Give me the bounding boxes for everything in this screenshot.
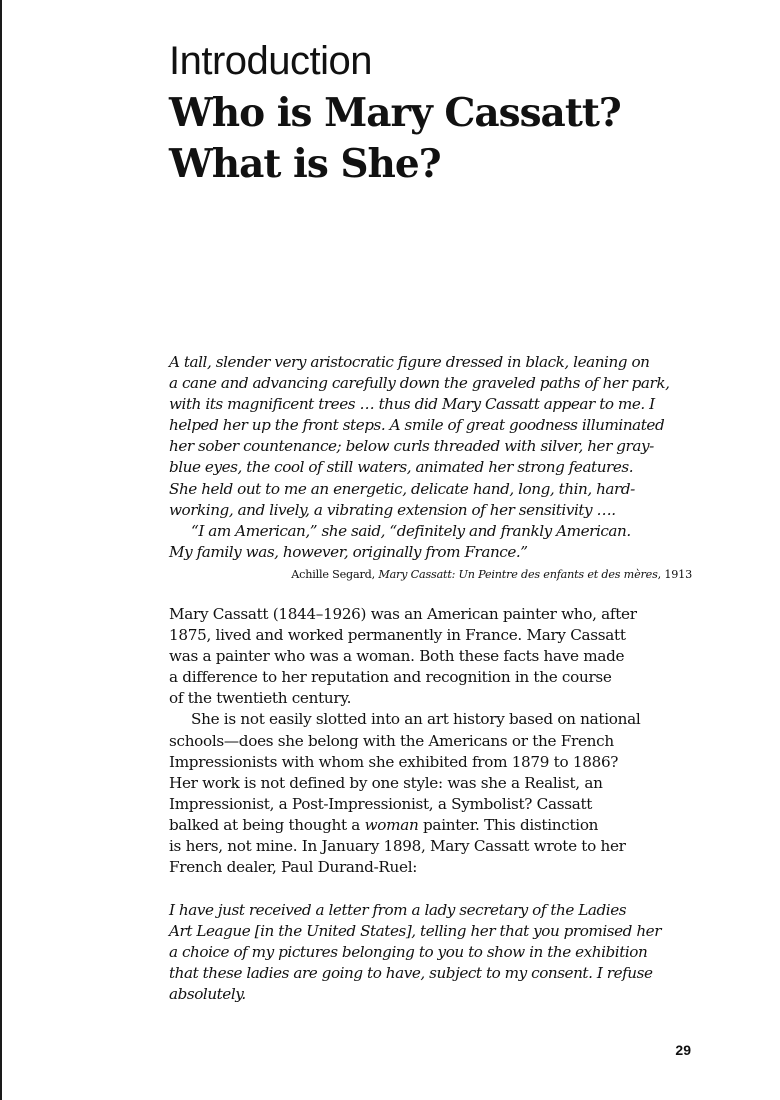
chapter-title (169, 88, 621, 190)
epigraph-line: blue eyes, the cool of still waters, animated her strong features. (169, 458, 634, 477)
epigraph-line: helped her up the front steps. A smile of great goodness illuminated (169, 416, 665, 435)
block-quote (169, 900, 729, 1005)
page-edge-rule (0, 0, 2, 1100)
quote-line: absolutely. (169, 985, 246, 1004)
body-line: schools—does she belong with the Americans or the French (169, 731, 614, 750)
body-line (169, 815, 729, 836)
emphasis-word: woman (364, 815, 419, 834)
quote-line: that these ladies are going to have, subject to my consent. I refuse (169, 964, 653, 983)
body-line: of the twentieth century. (169, 689, 352, 708)
epigraph-line: working, and lively, a vibrating extension of her sensitivity …. (169, 500, 616, 519)
quote-line: Art League [in the United States], telling her that you promised her (169, 922, 662, 941)
attribution-year: , 1913 (657, 568, 692, 581)
body-line: is hers, not mine. In January 1898, Mary Cassatt wrote to her (169, 837, 626, 856)
body-line-segment: balked at being thought a (169, 815, 365, 834)
quote-line: I have just received a letter from a lady secretary of the Ladies (169, 901, 627, 919)
body-line: Mary Cassatt (1844–1926) was an American painter who, after (169, 605, 637, 623)
epigraph-line: with its magnificent trees … thus did Mary Cassatt appear to me. I (169, 395, 655, 414)
body-text (169, 604, 729, 878)
page-number: 29 (675, 1042, 691, 1058)
chapter-title-line: Who is Mary Cassatt? (169, 90, 621, 136)
body-line: French dealer, Paul Durand-Ruel: (169, 858, 418, 877)
epigraph (169, 352, 729, 563)
body-line: Impressionist, a Post-Impressionist, a Symbolist? Cassatt (169, 794, 593, 813)
attribution-author: Achille Segard, (291, 568, 375, 581)
attribution-work-title: Mary Cassatt: Un Peintre des enfants et des mères (378, 568, 658, 581)
epigraph-attribution (291, 568, 692, 581)
body-line: a difference to her reputation and recognition in the course (169, 668, 612, 687)
epigraph-line: a cane and advancing carefully down the graveled paths of her park, (169, 374, 670, 393)
body-line: Her work is not defined by one style: was she a Realist, an (169, 773, 603, 792)
epigraph-line: her sober countenance; below curls threaded with silver, her gray- (169, 437, 654, 456)
body-line: was a painter who was a woman. Both these facts have made (169, 647, 625, 666)
body-line: 1875, lived and worked permanently in France. Mary Cassatt (169, 626, 626, 645)
epigraph-line: “I am American,” she said, “definitely and frankly American. (191, 521, 631, 540)
section-label: Introduction (169, 39, 373, 83)
epigraph-line: My family was, however, originally from France.” (169, 542, 528, 561)
quote-line: a choice of my pictures belonging to you to show in the exhibition (169, 943, 648, 962)
body-line: Impressionists with whom she exhibited from 1879 to 1886? (169, 752, 619, 771)
chapter-title-line: What is She? (169, 141, 441, 187)
body-line-segment: painter. This distinction (418, 815, 599, 834)
epigraph-line: A tall, slender very aristocratic figure dressed in black, leaning on (169, 353, 650, 371)
epigraph-line: She held out to me an energetic, delicate hand, long, thin, hard- (169, 479, 635, 498)
body-line: She is not easily slotted into an art history based on national (191, 710, 641, 729)
